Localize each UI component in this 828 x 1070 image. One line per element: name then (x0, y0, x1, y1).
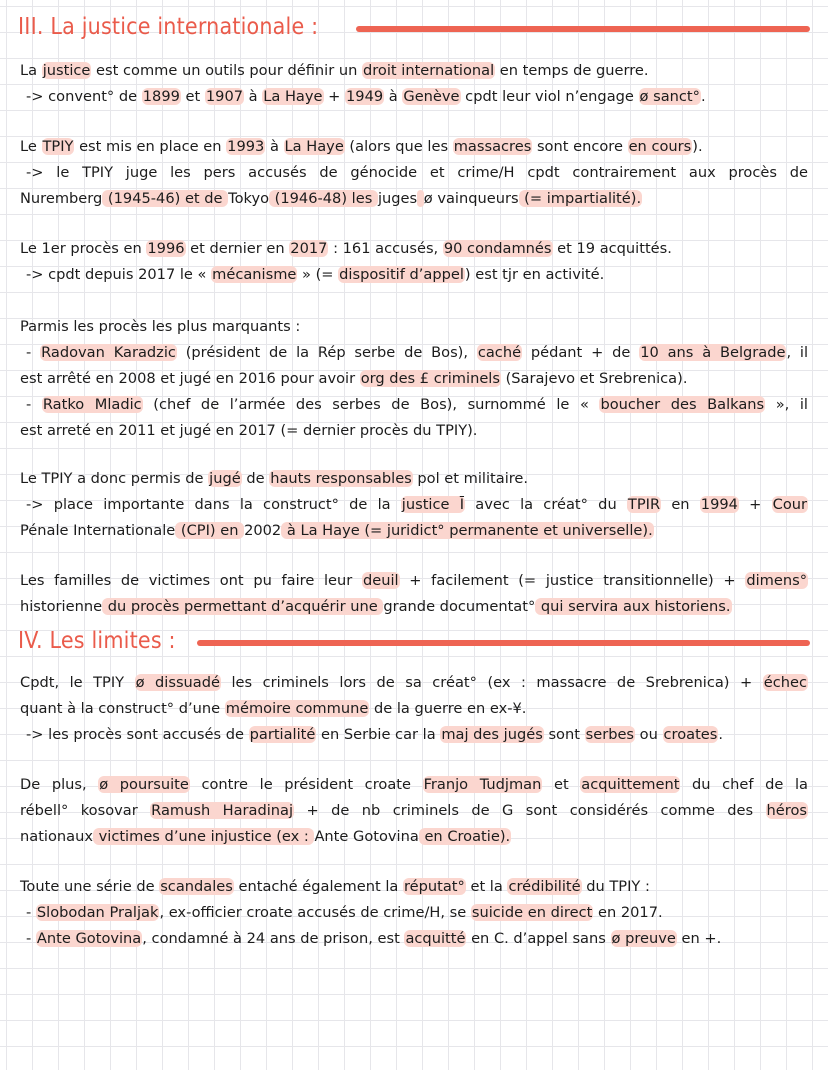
text-segment: + (323, 88, 346, 105)
text-segment: sont (543, 726, 585, 743)
highlighted-term: jugé (209, 470, 241, 487)
text-segment: Ante Gotovina (314, 828, 419, 845)
text-segment: Cpdt, le TPIY (20, 674, 135, 691)
paragraph-trials (20, 236, 808, 288)
text-line (20, 366, 808, 392)
highlighted-term: du procès permettant d’acquérir une (103, 598, 383, 615)
highlighted-term: échec (763, 674, 807, 691)
text-segment: les criminels lors de sa créat° (ex : massacre de Srebrenica) + (220, 674, 763, 691)
highlighted-term: 2017 (290, 240, 328, 257)
highlighted-term: Ratko Mladic (42, 396, 142, 413)
highlighted-term: acquitté (405, 930, 466, 947)
text-segment: en temps de guerre. (495, 62, 649, 79)
highlighted-term: Genève (403, 88, 460, 105)
text-line (20, 518, 808, 544)
text-line (20, 340, 808, 366)
text-segment: 2002 (244, 522, 282, 539)
paragraph-tpiy-creation (20, 134, 808, 212)
highlighted-term: victimes d’une injustice (ex : (93, 828, 314, 845)
highlighted-term: 1993 (227, 138, 265, 155)
text-segment: contre le président croate (189, 776, 423, 793)
text-segment: -> le TPIY juge les pers accusés de génocide et crime/H cpdt contrairement aux procès de (26, 164, 808, 181)
highlighted-term: 1899 (142, 88, 180, 105)
text-line (20, 874, 808, 900)
text-line (20, 466, 808, 492)
text-segment: entaché également la (233, 878, 403, 895)
highlighted-term: crédibilité (508, 878, 581, 895)
text-segment: , condamné à 24 ans de prison, est (142, 930, 405, 947)
text-segment: ) est tjr en activité. (464, 266, 605, 283)
text-segment: Pénale Internationale (20, 522, 176, 539)
text-segment: - (26, 344, 41, 361)
highlighted-term: TPIR (627, 496, 661, 513)
highlighted-term: Slobodan Praljak (36, 904, 159, 921)
highlighted-term: héros (766, 802, 807, 819)
text-line (20, 568, 808, 594)
text-line (20, 314, 808, 340)
highlighted-term: mécanisme (212, 266, 297, 283)
text-line (20, 926, 808, 952)
text-segment: de la guerre en ex-¥. (369, 700, 527, 717)
text-segment: grande documentat° (383, 598, 536, 615)
text-line (20, 900, 808, 926)
text-segment: pédant + de (522, 344, 640, 361)
text-segment: avec la créat° du (465, 496, 627, 513)
highlighted-term: acquittement (581, 776, 680, 793)
paragraph-victims (20, 568, 808, 620)
text-segment: nationaux (20, 828, 93, 845)
highlighted-term: scandales (160, 878, 233, 895)
highlighted-term: org des £ criminels (360, 370, 500, 387)
text-segment: Parmis les procès les plus marquants : (20, 318, 301, 335)
text-segment: quant à la construct° d’une (20, 700, 225, 717)
text-segment: de (241, 470, 270, 487)
highlighted-term: en Croatie). (419, 828, 511, 845)
highlighted-term: partialité (249, 726, 316, 743)
text-segment: du chef de la (680, 776, 808, 793)
section-3-title: III. La justice internationale : (18, 14, 319, 40)
highlighted-term: La Haye (263, 88, 323, 105)
highlighted-term: Cour (772, 496, 808, 513)
highlighted-term: boucher des Balkans (600, 396, 765, 413)
text-segment: (chef de l’armée des serbes de Bos), surnommé le « (142, 396, 600, 413)
highlighted-term: (1945-46) et de (103, 190, 228, 207)
text-segment: (président de la Rép serbe de Bos), (176, 344, 477, 361)
highlighted-term: (1946-48) les (270, 190, 377, 207)
text-segment: du TPIY : (581, 878, 650, 895)
highlighted-term: 1996 (147, 240, 185, 257)
text-segment: - (26, 904, 36, 921)
text-segment: + de nb criminels de G sont considérés comme des (294, 802, 766, 819)
highlighted-term: croates (663, 726, 718, 743)
highlighted-term: ø preuve (611, 930, 676, 947)
highlighted-term: massacres (453, 138, 532, 155)
text-segment: Tokyo (228, 190, 270, 207)
text-line (20, 392, 808, 418)
text-segment: ). (692, 138, 703, 155)
text-segment: est arrêté en 2008 et jugé en 2016 pour avoir (20, 370, 360, 387)
highlighted-term: mémoire commune (225, 700, 369, 717)
section-4-heading (18, 628, 810, 654)
text-line (20, 418, 808, 444)
text-segment: et 19 acquittés. (552, 240, 672, 257)
highlighted-term: 1949 (346, 88, 384, 105)
text-line (20, 492, 808, 518)
text-segment: De plus, (20, 776, 99, 793)
highlighted-term: ø sanct° (639, 88, 700, 105)
highlighted-term: 1907 (205, 88, 244, 105)
text-segment: » (= (297, 266, 339, 283)
text-segment: -> convent° de (26, 88, 142, 105)
text-segment: est comme un outils pour définir un (91, 62, 362, 79)
text-segment: à (384, 88, 403, 105)
text-segment: en C. d’appel sans (466, 930, 611, 947)
paragraph-scandals (20, 874, 808, 952)
text-line (20, 58, 808, 84)
highlighted-term: Franjo Tudjman (423, 776, 542, 793)
highlighted-term: serbes (585, 726, 635, 743)
text-segment: et dernier en (185, 240, 290, 257)
paragraph-prosecution (20, 772, 808, 850)
highlighted-term: qui servira aux historiens. (536, 598, 731, 615)
text-segment: et la (465, 878, 508, 895)
text-segment: Nuremberg (20, 190, 103, 207)
text-segment: . (718, 726, 724, 743)
text-segment: Le (20, 138, 42, 155)
text-line (20, 798, 808, 824)
text-segment: cpdt leur viol n’engage (460, 88, 639, 105)
text-segment: pol et militaire. (412, 470, 529, 487)
text-line (20, 134, 808, 160)
section-4-title: IV. Les limites : (18, 628, 176, 654)
text-segment: Toute une série de (20, 878, 160, 895)
text-segment: sont encore (532, 138, 628, 155)
text-segment: et (542, 776, 581, 793)
text-line (20, 594, 808, 620)
text-line (20, 824, 808, 850)
section-3-rule (356, 26, 810, 32)
highlighted-term: deuil (362, 572, 399, 589)
highlighted-term: dimens° (746, 572, 807, 589)
highlighted-term: justice Ī (401, 496, 465, 513)
text-segment: , ex-officier croate accusés de crime/H, se (159, 904, 471, 921)
highlighted-term: ø poursuite (99, 776, 189, 793)
highlighted-term: 90 condamnés (443, 240, 552, 257)
text-segment: (Sarajevo et Srebrenica). (500, 370, 688, 387)
text-segment: en +. (676, 930, 722, 947)
text-segment: , il (786, 344, 809, 361)
highlighted-term: justice (42, 62, 91, 79)
text-line (20, 84, 808, 110)
text-segment: est arreté en 2011 et jugé en 2017 (= dernier procès du TPIY). (20, 422, 478, 439)
paragraph-notable-trials (20, 314, 808, 444)
text-segment: La (20, 62, 42, 79)
text-segment: en 2017. (593, 904, 663, 921)
paragraph-tpiy-legacy (20, 466, 808, 544)
highlighted-term: 1994 (700, 496, 738, 513)
text-segment: . (700, 88, 706, 105)
text-segment: -> cpdt depuis 2017 le « (26, 266, 212, 283)
highlighted-term: à La Haye (= juridict° permanente et universelle). (282, 522, 653, 539)
highlighted-term: (= impartialité). (519, 190, 642, 207)
highlighted-term: droit international (362, 62, 495, 79)
text-segment: ou (635, 726, 663, 743)
text-segment: à (244, 88, 263, 105)
highlighted-term (417, 190, 424, 207)
highlighted-term: caché (477, 344, 522, 361)
highlighted-term: 10 ans à Belgrade (640, 344, 786, 361)
text-segment: rébell° kosovar (20, 802, 151, 819)
highlighted-term: Ramush Haradinaj (151, 802, 294, 819)
text-segment: historienne (20, 598, 103, 615)
text-segment: est mis en place en (74, 138, 227, 155)
section-3-heading (18, 14, 810, 40)
text-line (20, 722, 808, 748)
highlighted-term: hauts responsables (270, 470, 412, 487)
text-segment: : 161 accusés, (328, 240, 443, 257)
highlighted-term: en cours (628, 138, 692, 155)
text-segment: + facilement (= justice transitionnelle) + (399, 572, 746, 589)
highlighted-term: dispositif d’appel (339, 266, 464, 283)
text-segment: en Serbie car la (316, 726, 441, 743)
text-segment: -> place importante dans la construct° de la (26, 496, 401, 513)
highlighted-term: suicide en direct (471, 904, 593, 921)
paragraph-limits (20, 670, 808, 748)
text-segment: en (661, 496, 700, 513)
text-segment: -> les procès sont accusés de (26, 726, 249, 743)
text-line (20, 262, 808, 288)
highlighted-term: Ante Gotovina (36, 930, 142, 947)
text-segment: à (265, 138, 284, 155)
text-segment: juges (377, 190, 418, 207)
text-line (20, 236, 808, 262)
text-segment: Le TPIY a donc permis de (20, 470, 209, 487)
section-4-rule (197, 640, 810, 646)
text-segment: », il (765, 396, 808, 413)
paragraph-justice-definition (20, 58, 808, 110)
text-segment: - (26, 930, 36, 947)
text-line (20, 160, 808, 186)
text-segment: (alors que les (344, 138, 453, 155)
highlighted-term: La Haye (284, 138, 344, 155)
highlighted-term: TPIY (42, 138, 74, 155)
text-line (20, 186, 808, 212)
highlighted-term: maj des jugés (441, 726, 543, 743)
text-segment: ø vainqueurs (423, 190, 519, 207)
text-segment: Les familles de victimes ont pu faire leur (20, 572, 362, 589)
highlighted-term: réputat° (403, 878, 465, 895)
text-segment: - (26, 396, 42, 413)
text-segment: Le 1er procès en (20, 240, 147, 257)
text-segment: + (738, 496, 772, 513)
text-segment: et (180, 88, 205, 105)
text-line (20, 670, 808, 696)
text-line (20, 696, 808, 722)
highlighted-term: (CPI) en (176, 522, 244, 539)
highlighted-term: ø dissuadé (135, 674, 220, 691)
text-line (20, 772, 808, 798)
highlighted-term: Radovan Karadzic (41, 344, 176, 361)
